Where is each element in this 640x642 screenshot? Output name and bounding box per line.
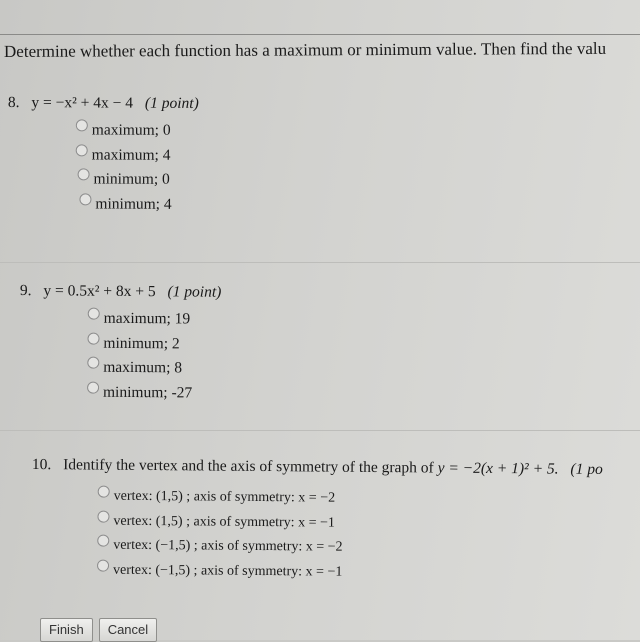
- question-prompt: Identify the vertex and the axis of symmetry of the graph of: [63, 456, 434, 477]
- answer-option[interactable]: [76, 143, 199, 168]
- divider: [0, 262, 640, 263]
- option-label: vertex: (−1,5) ; axis of symmetry: x = −1: [112, 562, 343, 580]
- option-label: minimum; 0: [93, 170, 170, 189]
- option-label: maximum; 19: [103, 309, 191, 328]
- answer-options: [87, 307, 221, 406]
- instructions-text: Determine whether each function has a maximum or minimum value. Then find the valu: [3, 38, 607, 61]
- divider: [0, 34, 640, 35]
- radio-button[interactable]: [97, 535, 109, 547]
- radio-button[interactable]: [98, 486, 110, 498]
- question-equation: y = −2(x + 1)² + 5.: [437, 459, 559, 478]
- answer-option[interactable]: [97, 558, 602, 587]
- question-header: [32, 456, 603, 479]
- radio-button[interactable]: [87, 381, 99, 393]
- question-header: [8, 94, 199, 113]
- divider: [0, 430, 640, 431]
- answer-options: [75, 118, 198, 217]
- cancel-button[interactable]: Cancel: [99, 618, 157, 642]
- question-8: [7, 94, 198, 217]
- radio-button[interactable]: [97, 559, 109, 571]
- radio-button[interactable]: [76, 144, 88, 156]
- question-9: [19, 282, 221, 406]
- option-label: minimum; 4: [95, 195, 172, 213]
- answer-option[interactable]: [87, 356, 221, 382]
- question-points: (1 po: [570, 460, 603, 478]
- radio-button[interactable]: [78, 169, 90, 181]
- option-label: maximum; 0: [91, 121, 171, 140]
- radio-button[interactable]: [87, 357, 99, 369]
- answer-option[interactable]: [79, 192, 198, 217]
- question-equation: y = −x² + 4x − 4: [31, 94, 134, 112]
- question-header: [20, 282, 222, 302]
- radio-button[interactable]: [97, 510, 109, 522]
- footer-buttons: [40, 618, 157, 642]
- option-label: minimum; -27: [102, 383, 193, 402]
- question-number: 10.: [31, 456, 52, 474]
- answer-option[interactable]: [76, 118, 199, 143]
- option-label: maximum; 4: [91, 146, 171, 164]
- radio-button[interactable]: [88, 308, 100, 320]
- option-label: vertex: (−1,5) ; axis of symmetry: x = −2: [113, 537, 343, 555]
- question-points: (1 point): [144, 94, 199, 112]
- option-label: vertex: (1,5) ; axis of symmetry: x = −2: [113, 488, 336, 506]
- question-10: [31, 456, 603, 587]
- radio-button[interactable]: [87, 332, 99, 344]
- question-points: (1 point): [167, 283, 222, 301]
- radio-button[interactable]: [76, 120, 88, 132]
- option-label: vertex: (1,5) ; axis of symmetry: x = −1: [113, 513, 335, 531]
- option-label: maximum; 8: [103, 358, 183, 377]
- answer-option[interactable]: [87, 380, 221, 406]
- question-number: 8.: [7, 94, 20, 112]
- question-equation: y = 0.5x² + 8x + 5: [43, 282, 156, 301]
- option-label: minimum; 2: [103, 334, 180, 353]
- question-number: 9.: [19, 282, 32, 300]
- answer-option[interactable]: [87, 331, 221, 357]
- answer-option[interactable]: [88, 307, 222, 333]
- radio-button[interactable]: [79, 193, 91, 205]
- answer-options: [97, 485, 603, 587]
- finish-button[interactable]: Finish: [40, 618, 93, 642]
- answer-option[interactable]: [77, 167, 198, 192]
